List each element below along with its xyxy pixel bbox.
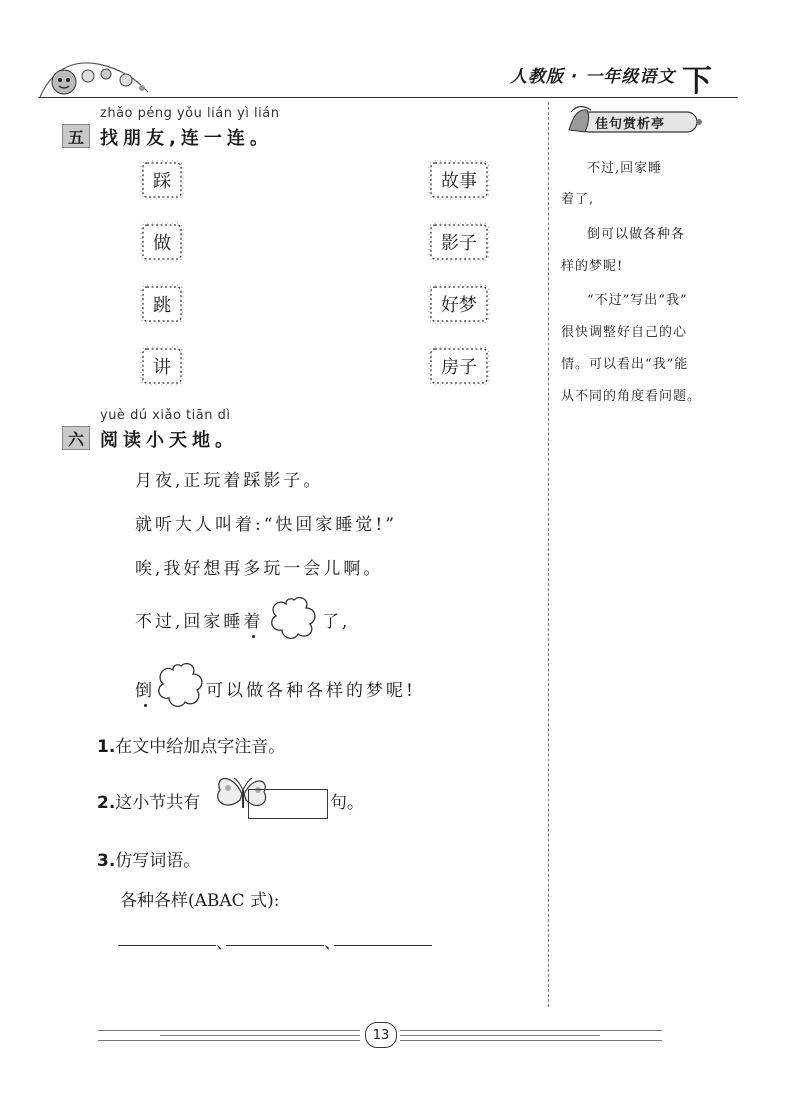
sidebar-p3-line2: 很快调整好自己的心 <box>561 325 688 340</box>
left-word-card[interactable] <box>140 284 184 324</box>
right-word-text: 房子 <box>441 357 477 378</box>
left-word-text: 踩 <box>153 171 171 192</box>
header-rule <box>38 97 738 98</box>
blank-separator-1: 、 <box>216 933 233 953</box>
footer-rule-right <box>400 1030 662 1031</box>
left-word-text: 做 <box>153 233 171 254</box>
section5-number-badge: 五 <box>62 124 90 148</box>
sidebar-title: 佳句赏析亭 <box>595 117 666 132</box>
section6-title: 阅读小天地。 <box>100 430 238 451</box>
right-word-text: 影子 <box>441 233 477 254</box>
section5-title: 找朋友,连一连。 <box>100 128 273 149</box>
sidebar-p3-line4: 从不同的角度看问题。 <box>561 389 702 404</box>
footer-rule-right-3 <box>400 1040 662 1041</box>
word-answer-blank-2[interactable] <box>226 945 324 946</box>
sidebar-p1-line2: 着了, <box>561 192 595 207</box>
sidebar-p3-line1: “不过”写出“我” <box>587 293 688 308</box>
sidebar-p2-line2: 样的梦呢! <box>561 259 624 274</box>
sidebar-p1-line1: 不过,回家睡 <box>587 161 663 176</box>
section6-number-badge: 六 <box>62 426 90 450</box>
right-word-card[interactable] <box>428 346 490 386</box>
left-word-text: 讲 <box>153 357 171 378</box>
right-word-text: 好梦 <box>441 295 477 316</box>
poem-line-5-post: 可以做各种各样的梦呢! <box>206 681 416 701</box>
right-word-text: 故事 <box>441 171 477 192</box>
poem-line-4-pre: 不过,回家睡 <box>135 612 244 632</box>
poem-line-5-start <box>135 676 155 701</box>
blank-separator-2: 、 <box>324 933 341 953</box>
poem-line-2: 就听大人叫着:“快回家睡觉!” <box>135 515 397 535</box>
question-3-subprompt: 各种各样(ABAC 式): <box>120 891 280 911</box>
footer-rule-left-3 <box>98 1040 360 1041</box>
left-word-card[interactable] <box>140 346 184 386</box>
word-answer-blank-1[interactable] <box>118 945 216 946</box>
right-word-card[interactable] <box>428 160 490 200</box>
footer-rule-left <box>98 1030 360 1031</box>
section5-pinyin: zhǎo péng yǒu lián yì lián <box>100 106 280 121</box>
right-word-card[interactable] <box>428 222 490 262</box>
footer-rule-left-2 <box>160 1035 360 1036</box>
question-3-number: 3. <box>97 851 116 871</box>
question-2-text-post: 句。 <box>330 793 364 813</box>
poem-line-4-post: 了, <box>322 612 351 632</box>
poem-line-3: 唉,我好想再多玩一会儿啊。 <box>135 559 384 579</box>
question-3-text: 仿写词语。 <box>115 851 201 871</box>
sidebar-p3-line3: 情。可以看出“我”能 <box>561 357 689 372</box>
question-1-text: 在文中给加点字注音。 <box>115 737 286 757</box>
question-2-number: 2. <box>97 793 116 813</box>
header-logo-icon <box>38 52 158 102</box>
right-word-card[interactable] <box>428 284 490 324</box>
section6-pinyin: yuè dú xiǎo tiān dì <box>100 408 231 423</box>
left-word-card[interactable] <box>140 222 184 262</box>
question-2 <box>97 788 200 813</box>
edition-label: 人教版 · 一年级语文 <box>510 67 676 87</box>
question-1 <box>97 732 285 757</box>
page-number: 13 <box>365 1022 397 1048</box>
sentence-count-answer-box[interactable] <box>248 789 328 819</box>
sidebar-p2-line1: 倒可以做各种各 <box>587 227 686 242</box>
question-2-text-pre: 这小节共有 <box>115 793 201 813</box>
volume-label: 下 <box>682 64 712 99</box>
dotted-character: 倒 <box>135 676 155 701</box>
left-word-text: 跳 <box>153 295 171 316</box>
dotted-character: 着 <box>243 607 263 632</box>
footer-rule-right-2 <box>400 1035 600 1036</box>
question-3 <box>97 846 200 871</box>
word-answer-blank-3[interactable] <box>334 945 432 946</box>
flower-answer-blank-1[interactable] <box>268 596 320 640</box>
poem-line-1: 月夜,正玩着踩影子。 <box>135 471 324 491</box>
poem-line-4 <box>135 607 263 632</box>
column-separator <box>548 102 549 1007</box>
flower-answer-blank-2[interactable] <box>155 662 207 708</box>
sidebar-title-banner <box>565 104 705 138</box>
left-word-card[interactable] <box>140 160 184 200</box>
question-1-number: 1. <box>97 737 116 757</box>
